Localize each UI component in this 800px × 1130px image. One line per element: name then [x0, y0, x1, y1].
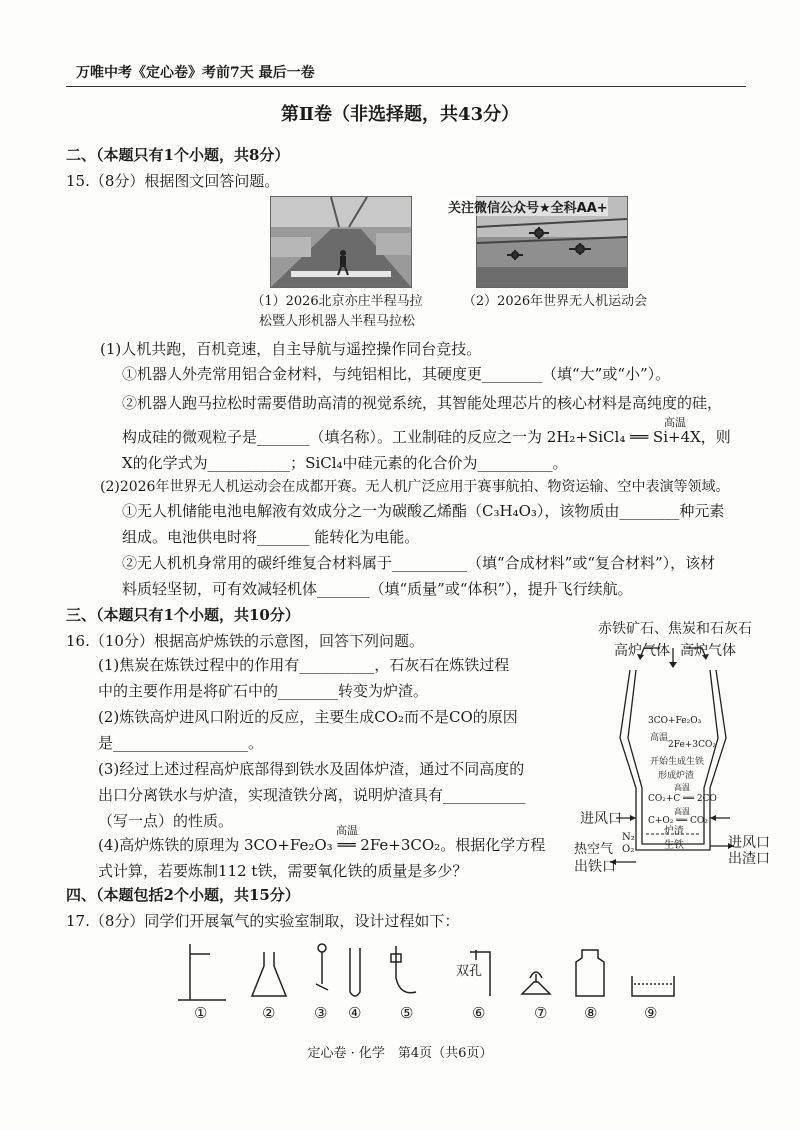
furnace-gas-right: 高炉气体 [680, 643, 736, 659]
iron-outlet: 出铁口 [574, 859, 616, 875]
photo2-caption: （2）2026年世界无人机运动会 [462, 294, 648, 309]
q16-1b: 中的主要作用是将矿石中的________转变为炉渣。 [98, 682, 429, 700]
q15-1-1: ①机器人外壳常用铝合金材料，与纯铝相比，其硬度更________（填“大”或“小”）。 [122, 365, 671, 383]
q15-stem: 15.（8分）根据图文回答问题。 [66, 172, 280, 190]
q16-1a: (1)焦炭在炼铁过程中的作用有__________，石灰石在炼铁过程 [98, 656, 510, 674]
slag-label: 炉渣 [664, 826, 684, 837]
inlet-right: 进风口 [728, 835, 770, 851]
label-1: ① [194, 1004, 208, 1022]
furnace-r3-cond: 高温 [674, 807, 690, 816]
section-title: 第Ⅱ卷（非选择题，共43分） [280, 104, 520, 125]
apparatus-row [170, 938, 690, 1008]
part3-heading: 三、（本题只有1个小题，共10分） [66, 606, 300, 624]
hot-air-label: 热空气 [574, 842, 614, 857]
label-8: ⑧ [584, 1004, 598, 1022]
label-4: ④ [348, 1004, 362, 1022]
q16-condition: 高温 [336, 824, 358, 837]
furnace-r1b: 2Fe+3CO₂ [668, 740, 716, 750]
label-6: ⑥ [472, 1004, 486, 1022]
q15-2-2a: ②无人机机身常用的碳纤维复合材料属于__________（填“合成材料”或“复合材料”），该材 [122, 554, 716, 572]
q16-3a: (3)经过上述过程高炉底部得到铁水及固体炉渣，通过不同高度的 [98, 760, 525, 778]
label-7: ⑦ [534, 1004, 548, 1022]
label-3: ③ [314, 1004, 328, 1022]
q15-1-2a: ②机器人跑马拉松时需要借助高清的视觉系统，其智能处理芯片的核心材料是高纯度的硅， [122, 394, 723, 412]
furnace-input: 赤铁矿石、焦炭和石灰石 [598, 621, 752, 637]
q15-1-2b: 构成硅的微观粒子是_______（填名称）。工业制硅的反应之一为 2H₂+SiCl₄ ══ Si+4X，则 [122, 428, 731, 446]
q16-2a: (2)炼铁高炉进风口附近的反应，主要生成CO₂而不是CO的原因 [98, 708, 518, 726]
part4-heading: 四、（本题包括2个小题，共15分） [66, 886, 300, 904]
furnace-note1: 开始生成生铁 [650, 757, 705, 767]
furnace-r1: 3CO+Fe₂O₃ [648, 716, 702, 726]
o2-label: O₂ [622, 844, 635, 855]
q17-stem: 17.（8分）同学们开展氧气的实验室制取，设计过程如下： [66, 912, 460, 930]
q16-3c: （写一点）的性质。 [98, 812, 234, 830]
part2-heading: 二、（本题只有1个小题，共8分） [66, 146, 290, 164]
q16-4a: (4)高炉炼铁的原理为 3CO+Fe₂O₃ ══ 2Fe+3CO₂。根据化学方程 [98, 836, 546, 854]
q16-3b: 出口分离铁水与炉渣，实现渣铁分离，说明炉渣具有___________ [98, 786, 526, 804]
furnace-r1-cond: 高温 [650, 733, 669, 743]
slag-outlet: 出渣口 [728, 851, 770, 867]
marathon-photo [270, 196, 412, 288]
label-5: ⑤ [400, 1004, 414, 1022]
blast-furnace-diagram [570, 618, 780, 878]
q16-4b: 式计算，若要炼制112 t铁，需要氧化铁的质量是多少？ [98, 862, 468, 880]
double-hole-label: 双孔 [456, 964, 483, 979]
watermark: 关注微信公众号★全科AA+ [448, 197, 608, 216]
q16-2b: 是__________________。 [98, 734, 264, 752]
exam-header: 万唯中考《定心卷》考前7天 最后一卷 [76, 65, 315, 81]
q16-stem: 16.（10分）根据高炉炼铁的示意图，回答下列问题。 [66, 632, 424, 650]
furnace-r2: CO₂+C ══ 2CO [648, 794, 717, 804]
furnace-r2-cond: 高温 [674, 783, 690, 792]
furnace-note2: 形成炉渣 [658, 771, 695, 781]
label-2: ② [262, 1004, 276, 1022]
q15-1-2c: X的化学式为___________；SiCl₄中硅元素的化合价为__________。 [122, 454, 568, 472]
q15-condition: 高温 [664, 416, 686, 429]
header-divider [66, 86, 746, 87]
q15-2-1b: 组成。电池供电时将_______ 能转化为电能。 [122, 528, 420, 546]
inlet-left: 进风口 [580, 811, 622, 827]
n2-label: N₂ [622, 832, 635, 843]
furnace-gas-left: 高炉气体 [614, 643, 670, 659]
q15-part1: (1)人机共跑，百机竞速，自主导航与遥控操作同台竞技。 [100, 340, 482, 358]
label-9: ⑨ [644, 1004, 658, 1022]
iron-label: 生铁 [664, 840, 684, 851]
q15-part2: (2)2026年世界无人机运动会在成都开赛。无人机广泛应用于赛事航拍、物资运输、空中表演等领域。 [100, 479, 730, 495]
furnace-r3: C+O₂ ══ CO₂ [648, 816, 708, 826]
apparatus-labels [170, 1004, 690, 1026]
photo1-caption: （1）2026北京亦庄半程马拉 松暨人形机器人半程马拉松 [251, 294, 423, 329]
q15-2-2b: 料质轻坚韧，可有效减轻机体_______（填“质量”或“体积”），提升飞行续航。 [122, 580, 633, 598]
q15-2-1a: ①无人机储能电池电解液有效成分之一为碳酸乙烯酯（C₃H₄O₃），该物质由________种元素 [122, 502, 725, 520]
page-footer: 定心卷 · 化学 第4页（共6页） [307, 1046, 493, 1061]
